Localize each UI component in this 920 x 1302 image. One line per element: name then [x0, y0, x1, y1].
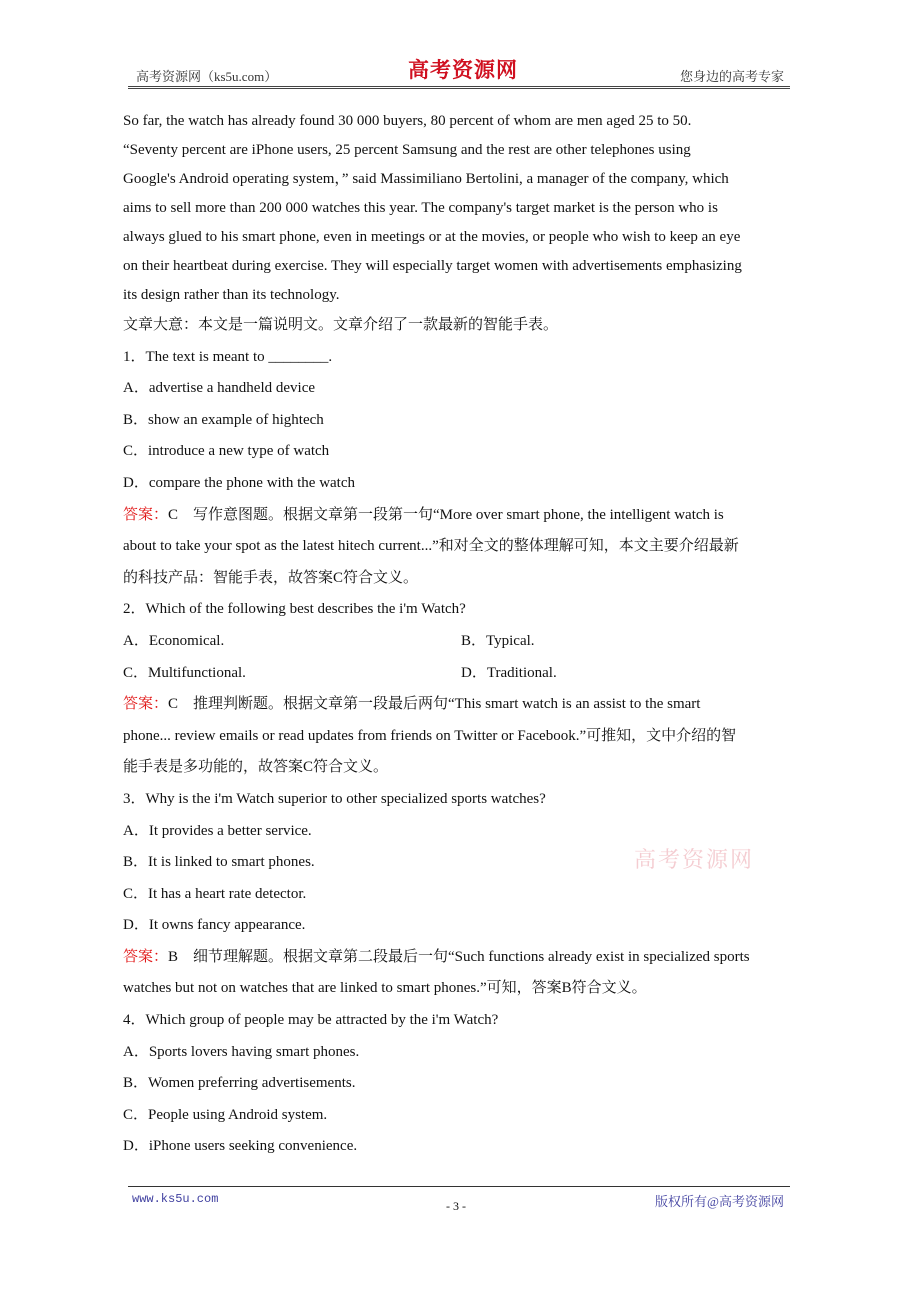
question-stem: 4．Which group of people may be attracted by the i'm Watch?: [123, 1012, 499, 1029]
option: C．Multifunctional.: [123, 664, 246, 681]
option: A．advertise a handheld device: [123, 380, 316, 397]
answer-line: phone... review emails or read updates from friends on Twitter or Facebook.”可推知，文中介绍的智: [123, 727, 737, 744]
option-row: [123, 626, 799, 658]
answer-line: 的科技产品：智能手表，故答案C符合文义。: [123, 569, 419, 586]
option: C．It has a heart rate detector.: [123, 885, 307, 902]
option: D．iPhone users seeking convenience.: [123, 1138, 358, 1155]
answer-line: [123, 689, 799, 721]
option: D．It owns fancy appearance.: [123, 917, 306, 934]
passage-line: its design rather than its technology.: [123, 287, 340, 303]
answer-line: about to take your spot as the latest hitech current...”和对全文的整体理解可知，本文主要介绍最新: [123, 538, 739, 555]
answer-line: [123, 500, 799, 532]
question-stem: 1．The text is meant to ________.: [123, 348, 333, 365]
question-stem: 2．Which of the following best describes the i'm Watch?: [123, 601, 466, 618]
answer-line: 能手表是多功能的，故答案C符合文义。: [123, 759, 389, 776]
question-stem: 3．Why is the i'm Watch superior to other specialized sports watches?: [123, 790, 546, 807]
passage-line: on their heartbeat during exercise. They will especially target women with advertisements emphasizing: [123, 258, 742, 274]
option-row: [123, 658, 799, 690]
header-site-name: 高考资源网（ks5u.com）: [136, 69, 278, 84]
question-1: [123, 342, 799, 595]
summary: 文章大意：本文是一篇说明文。文章介绍了一款最新的智能手表。: [123, 317, 559, 333]
question-3: [123, 784, 799, 1005]
passage-line: Google's Android operating system，” said Massimiliano Bertolini, a manager of the company, which: [123, 171, 729, 187]
passage: [123, 107, 799, 310]
option: B．Typical.: [461, 632, 535, 649]
option: D．Traditional.: [461, 664, 557, 681]
header-logo: 高考资源网: [408, 58, 518, 82]
option: A．Sports lovers having smart phones.: [123, 1043, 360, 1060]
answer-label: 答案：: [123, 506, 169, 523]
watermark: 高考资源网: [634, 847, 755, 872]
footer-copyright: 版权所有@高考资源网: [655, 1194, 784, 1209]
document-body: [123, 107, 799, 1163]
question-4: [123, 1005, 799, 1163]
passage-line: always glued to his smart phone, even in meetings or at the movies, or people who wish to keep an eye: [123, 229, 741, 245]
passage-line: So far, the watch has already found 30 000 buyers, 80 percent of whom are men aged 25 to 50.: [123, 113, 692, 129]
answer-line: [123, 942, 799, 974]
question-2: [123, 594, 799, 784]
answer-line: watches but not on watches that are linked to smart phones.”可知，答案B符合文义。: [123, 980, 647, 997]
passage-line: “Seventy percent are iPhone users, 25 percent Samsung and the rest are other telephones using: [123, 142, 691, 158]
answer-text: B 细节理解题。根据文章第二段最后一句“Such functions already exist in specialized sports: [168, 948, 750, 965]
page-footer: [128, 1186, 790, 1213]
page-header: [128, 60, 790, 89]
option: C．People using Android system.: [123, 1106, 328, 1123]
option: A．It provides a better service.: [123, 822, 312, 839]
answer-text: C 推理判断题。根据文章第一段最后两句“This smart watch is an assist to the smart: [168, 696, 701, 713]
header-slogan: 您身边的高考专家: [679, 69, 784, 84]
option: C．introduce a new type of watch: [123, 443, 330, 460]
option: B．show an example of hightech: [123, 411, 324, 428]
option: D．compare the phone with the watch: [123, 474, 356, 491]
passage-line: aims to sell more than 200 000 watches this year. The company's target market is the person who is: [123, 200, 718, 216]
footer-link[interactable]: www.ks5u.com: [132, 1192, 219, 1206]
option: B．It is linked to smart phones.: [123, 854, 315, 871]
answer-text: C 写作意图题。根据文章第一段第一句“More over smart phone, the intelligent watch is: [168, 506, 724, 523]
option: A．Economical.: [123, 632, 225, 649]
option: B．Women preferring advertisements.: [123, 1075, 356, 1092]
page-number: - 3 -: [446, 1199, 466, 1213]
answer-label: 答案：: [123, 696, 169, 713]
answer-label: 答案：: [123, 948, 169, 965]
